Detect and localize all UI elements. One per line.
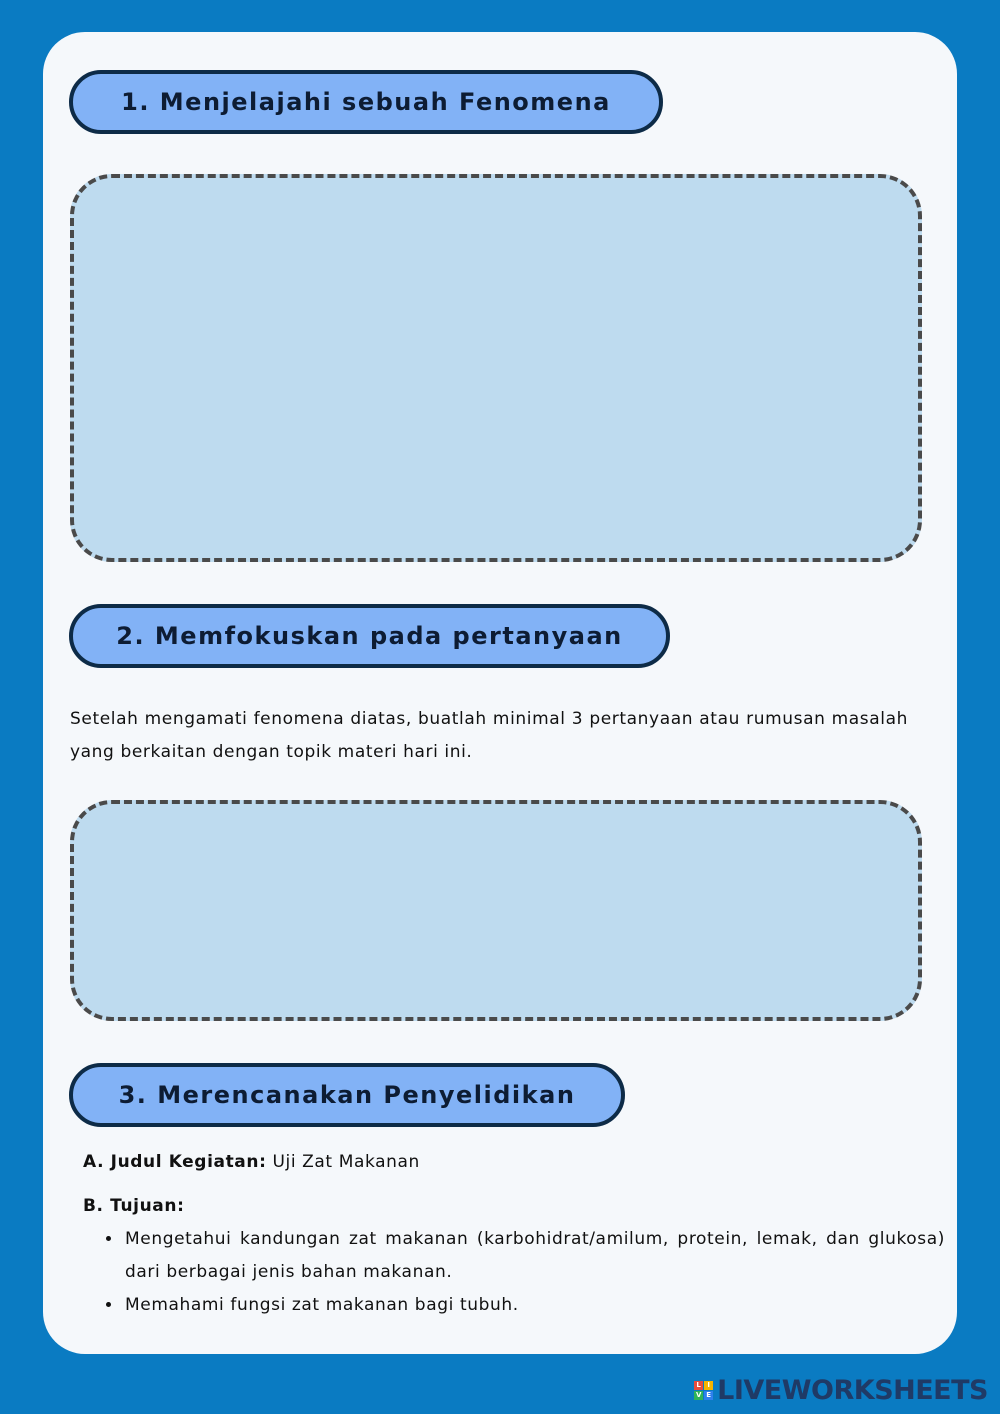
liveworksheets-brand-text: LIVEWORKSHEETS	[717, 1375, 988, 1406]
section-2-title: 2. Memfokuskan pada pertanyaan	[116, 622, 623, 650]
section-3-title: 3. Merencanakan Penyelidikan	[118, 1081, 576, 1109]
section-2-instruction: Setelah mengamati fenomena diatas, buatlah minimal 3 pertanyaan atau rumusan masalah yang berkaitan dengan topik materi hari ini.	[70, 709, 908, 762]
liveworksheets-logo-icon: L I V E	[694, 1381, 713, 1400]
worksheet-page	[43, 32, 957, 1354]
questions-answer-box[interactable]	[70, 800, 922, 1021]
phenomenon-answer-box[interactable]	[70, 174, 922, 562]
liveworksheets-watermark	[694, 1375, 988, 1406]
section-3-header	[69, 1063, 625, 1127]
objective-item: • Memahami fungsi zat makanan bagi tubuh.	[123, 1289, 945, 1322]
activity-title-line	[83, 1146, 903, 1179]
objective-item: • Mengetahui kandungan zat makanan (karbohidrat/amilum, protein, lemak, dan glukosa) dari berbagai jenis bahan makanan.	[123, 1223, 945, 1289]
objective-list	[97, 1223, 945, 1322]
activity-title-label: A. Judul Kegiatan:	[83, 1152, 267, 1172]
objective-label: B. Tujuan:	[83, 1196, 185, 1216]
section-1-header	[69, 70, 663, 134]
section-1-title: 1. Menjelajahi sebuah Fenomena	[121, 88, 611, 116]
section-2-header	[69, 604, 670, 668]
activity-title-value: Uji Zat Makanan	[266, 1152, 420, 1172]
